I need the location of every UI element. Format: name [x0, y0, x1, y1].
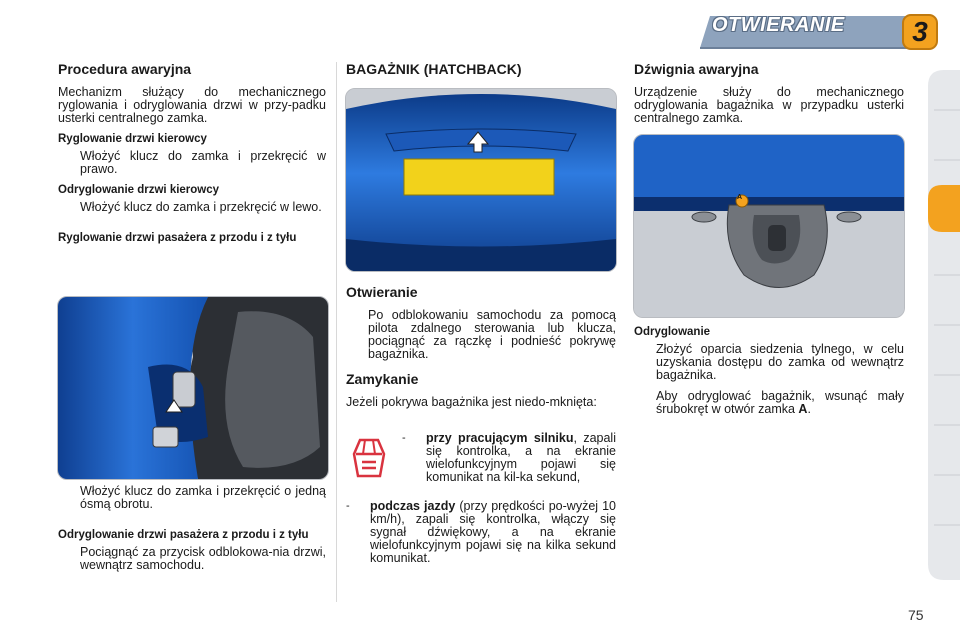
- closing-intro: Jeżeli pokrywa bagażnika jest niedo-mknięta:: [346, 395, 597, 409]
- bullet-icon: [634, 390, 656, 416]
- subheading-closing: Zamykanie: [346, 371, 419, 387]
- bullet-icon: [58, 150, 80, 176]
- section-title: Dźwignia awaryjna: [634, 61, 759, 77]
- subheading-unlocking: Odryglowanie: [634, 326, 711, 338]
- bullet-icon: [58, 485, 80, 511]
- dash-marker: -: [402, 432, 406, 444]
- list-item: Włożyć klucz do zamka i przekręcić w prawo.: [58, 150, 326, 176]
- boot-handle-illustration: [345, 88, 617, 272]
- subheading-passenger-unlock: Odryglowanie drzwi pasażera z przodu i z tyłu: [58, 529, 309, 541]
- list-item: Aby odryglować bagażnik, wsunąć mały śrubokręt w otwór zamka A.: [634, 390, 904, 416]
- bullet-icon: [634, 343, 656, 382]
- boot-lock-illustration: [633, 134, 905, 318]
- subheading-opening: Otwieranie: [346, 284, 418, 300]
- list-item: Po odblokowaniu samochodu za pomocą pilota zdalnego sterowania lub klucza, pociągnąć za rączkę i podnieść pokrywę bagażnika.: [346, 309, 616, 361]
- intro-text: Urządzenie służy do mechanicznego odryglowania bagażnika w przypadku usterki centralnego zamka.: [634, 85, 904, 125]
- bullet-icon: [58, 546, 80, 572]
- list-item: Włożyć klucz do zamka i przekręcić o jedną ósmą obrotu.: [58, 485, 326, 511]
- chapter-tabs: [928, 70, 960, 580]
- column-emergency-lever-cont: [634, 326, 904, 424]
- section-title: BAGAŻNIK (HATCHBACK): [346, 61, 522, 77]
- chapter-number: 3: [912, 16, 928, 47]
- list-item: Pociągnąć za przycisk odblokowa-nia drzwi, wewnątrz samochodu.: [58, 546, 326, 572]
- intro-text: Mechanizm służący do mechanicznego ryglowania i odryglowania drzwi w przy-padku usterki centralnego zamka.: [58, 85, 326, 125]
- list-item: Złożyć oparcia siedzenia tylnego, w celu uzyskania dostępu do zamka od wewnątrz bagażnika.: [634, 343, 904, 382]
- column-divider: [336, 62, 337, 602]
- lock-label-a: A: [737, 194, 743, 201]
- bullet-icon: [58, 201, 80, 214]
- page-number: 75: [908, 607, 924, 623]
- bullet-icon: [346, 309, 368, 361]
- column-boot: [346, 63, 616, 86]
- warning-engine-running: - przy pracującym silniku, zapali się kontrolka, a na ekranie wielofunkcyjnym pojawi się komunikat na kil-ka sekund,: [402, 431, 616, 484]
- subheading-driver-lock: Ryglowanie drzwi kierowcy: [58, 133, 207, 145]
- page-title: OTWIERANIE: [712, 14, 845, 36]
- door-lock-illustration: [57, 296, 329, 480]
- list-item: Włożyć klucz do zamka i przekręcić w lewo.: [58, 201, 326, 214]
- warning-driving: - podczas jazdy (przy prędkości po-wyżej 10 km/h), zapali się kontrolka, włączy się sygnał dźwiękowy, a na ekranie wielofunkcyjnym pojawi się na kilka sekund komunikat.: [346, 499, 616, 565]
- column-emergency-procedure-cont: [58, 485, 326, 580]
- dash-marker: -: [346, 500, 350, 512]
- subheading-passenger-lock: Ryglowanie drzwi pasażera z przodu i z tyłu: [58, 232, 297, 244]
- column-emergency-procedure: [58, 63, 326, 249]
- section-title: Procedura awaryjna: [58, 61, 192, 77]
- subheading-driver-unlock: Odryglowanie drzwi kierowcy: [58, 184, 220, 196]
- column-boot-cont: [346, 286, 616, 417]
- column-emergency-lever: [634, 63, 904, 133]
- open-boot-warning-icon: [350, 436, 388, 480]
